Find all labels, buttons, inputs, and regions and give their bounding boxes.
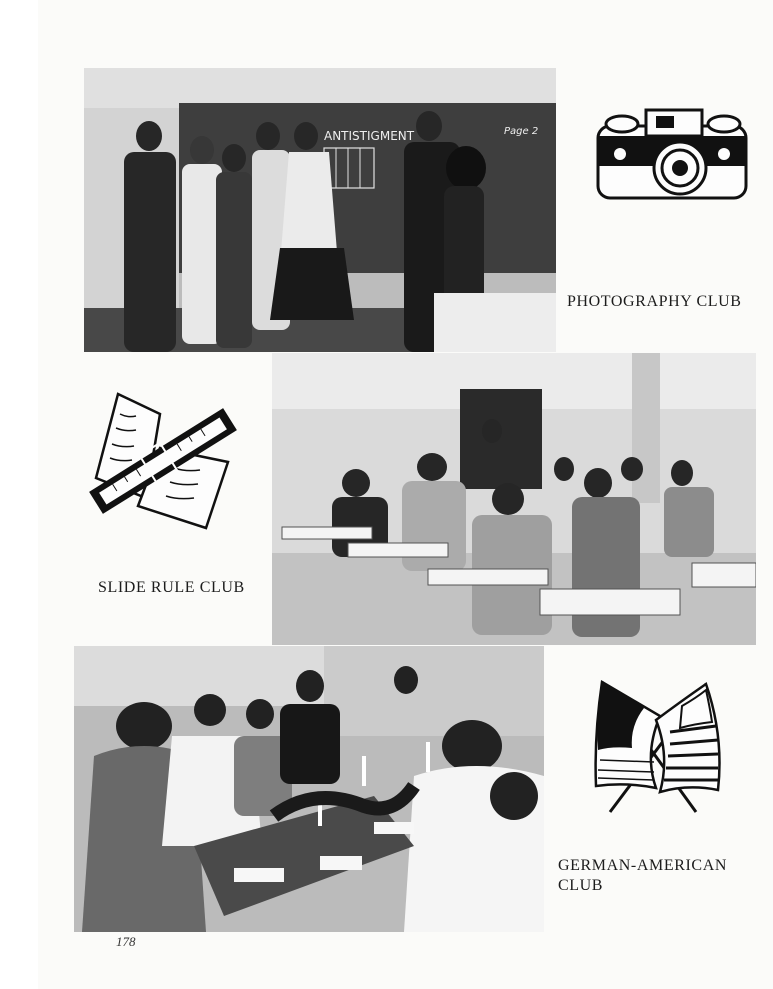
photography-club-caption: PHOTOGRAPHY CLUB [567, 293, 742, 310]
slide-rule-club-caption: SLIDE RULE CLUB [98, 579, 245, 596]
chalkboard-note: Page 2 [504, 126, 539, 137]
caption-line-2: CLUB [558, 877, 604, 894]
slide-rule-club-photo [272, 353, 756, 645]
camera-icon [596, 104, 748, 204]
german-american-club-photo [74, 646, 544, 932]
page-number: 178 [116, 934, 136, 949]
caption-line-1: GERMAN-AMERICAN [558, 857, 727, 874]
photography-club-photo [84, 68, 556, 352]
german-american-club-caption [558, 856, 727, 896]
slide-rule-book-icon [88, 388, 238, 534]
crossed-flags-icon [584, 676, 728, 816]
chalkboard-text: ANTISTIGMENT [324, 129, 415, 143]
